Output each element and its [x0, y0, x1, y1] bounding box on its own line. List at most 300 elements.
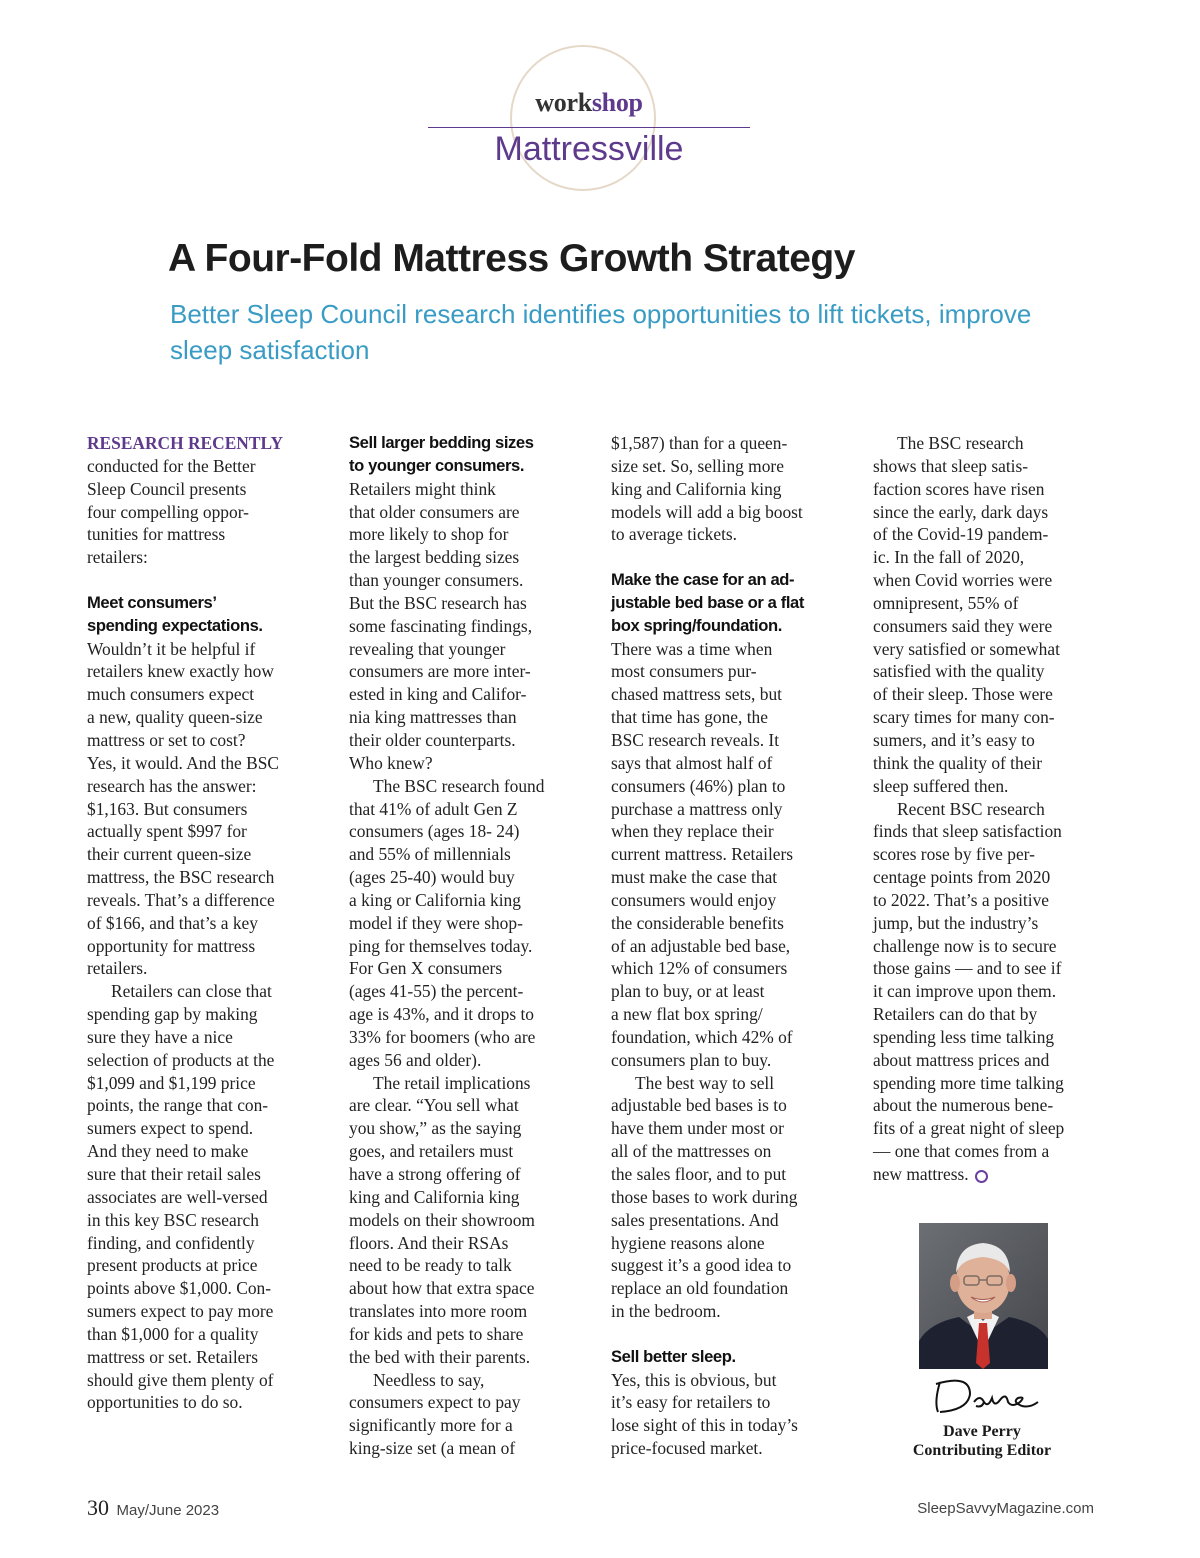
line-text: selection of products at the — [87, 1049, 275, 1070]
body-line — [611, 957, 833, 980]
line-text: research has the answer: — [87, 775, 257, 796]
lead-in-line — [87, 432, 309, 455]
line-text: the considerable benefits — [611, 912, 784, 933]
body-line — [611, 1163, 833, 1186]
line-text: plan to buy, or at least — [611, 981, 765, 1002]
line-text: king-size set (a mean of — [349, 1438, 516, 1459]
body-line — [611, 752, 833, 775]
line-text: Recent BSC research — [897, 798, 1045, 819]
line-text: a king or California king — [349, 889, 521, 910]
line-text: Needless to say, — [373, 1369, 485, 1390]
line-text: scary times for many con- — [873, 707, 1055, 728]
body-line — [87, 1277, 309, 1300]
body-line — [873, 455, 1095, 478]
line-text: Wouldn’t it be helpful if — [87, 638, 256, 659]
body-line — [87, 980, 309, 1003]
line-text: shows that sleep satis- — [873, 455, 1029, 476]
body-line — [87, 523, 309, 546]
body-line — [873, 889, 1095, 912]
body-line — [611, 501, 833, 524]
line-text: fits of a great night of sleep — [873, 1118, 1065, 1139]
line-text: must make the case that — [611, 867, 778, 888]
line-text: it’s easy for retailers to — [611, 1392, 771, 1413]
line-text: price-focused market. — [611, 1438, 763, 1459]
body-line — [873, 775, 1095, 798]
body-line — [87, 1323, 309, 1346]
line-text: in this key BSC research — [87, 1209, 259, 1230]
body-line — [611, 866, 833, 889]
line-text: $1,099 and $1,199 price — [87, 1072, 256, 1093]
body-line — [611, 1232, 833, 1255]
body-line — [611, 683, 833, 706]
page-number: 30 — [87, 1495, 109, 1520]
line-text: Yes, this is obvious, but — [611, 1369, 777, 1390]
body-line — [873, 866, 1095, 889]
body-line — [349, 615, 571, 638]
article-column-1 — [87, 432, 309, 1414]
line-text: Retailers can do that by — [873, 1004, 1038, 1025]
body-line — [87, 1209, 309, 1232]
line-text: that 41% of adult Gen Z — [349, 798, 518, 819]
line-text: Retailers can close that — [111, 981, 272, 1002]
body-line — [349, 1094, 571, 1117]
body-line — [873, 546, 1095, 569]
body-line — [349, 912, 571, 935]
line-text: adjustable bed bases is to — [611, 1095, 787, 1116]
body-line — [349, 1072, 571, 1095]
subhead-line — [349, 432, 571, 455]
body-line — [87, 935, 309, 958]
line-text: consumers plan to buy. — [611, 1049, 772, 1070]
body-line — [611, 432, 833, 455]
line-text: new mattress. — [873, 1164, 969, 1184]
line-text: some fascinating findings, — [349, 615, 533, 636]
line-text: There was a time when — [611, 638, 773, 659]
line-text: (ages 41-55) the percent- — [349, 981, 524, 1002]
line-text: models on their showroom — [349, 1209, 535, 1230]
body-line — [611, 1369, 833, 1392]
body-line — [349, 1026, 571, 1049]
line-text: tunities for mattress — [87, 524, 226, 545]
line-text: it can improve upon them. — [873, 981, 1057, 1002]
body-line — [873, 843, 1095, 866]
line-text: Sell better sleep. — [611, 1346, 736, 1366]
subhead-line — [87, 592, 309, 615]
line-text: of their sleep. Those were — [873, 684, 1053, 705]
body-line — [349, 1369, 571, 1392]
body-line — [611, 912, 833, 935]
body-line — [611, 1094, 833, 1117]
line-text: — one that comes from a — [873, 1141, 1050, 1162]
line-text: when Covid worries were — [873, 570, 1053, 591]
line-text: sumers expect to spend. — [87, 1118, 254, 1139]
body-line — [873, 957, 1095, 980]
body-line — [87, 706, 309, 729]
body-line — [87, 1163, 309, 1186]
body-line — [349, 775, 571, 798]
body-line — [349, 1209, 571, 1232]
body-line — [873, 592, 1095, 615]
line-text: than $1,000 for a quality — [87, 1323, 259, 1344]
paragraph-gap — [611, 546, 833, 569]
author-photo — [919, 1223, 1048, 1369]
body-line — [87, 1232, 309, 1255]
line-text: in the bedroom. — [611, 1301, 721, 1322]
line-text: to younger consumers. — [349, 455, 525, 475]
line-text: age is 43%, and it drops to — [349, 1004, 534, 1025]
body-line — [611, 935, 833, 958]
line-text: revealing that younger — [349, 638, 506, 659]
body-line — [873, 615, 1095, 638]
body-line — [873, 798, 1095, 821]
line-text: that older consumers are — [349, 501, 520, 522]
line-text: justable bed base or a flat — [611, 592, 804, 612]
body-line — [611, 638, 833, 661]
line-text: points, the range that con- — [87, 1095, 269, 1116]
line-text: their current queen-size — [87, 844, 252, 865]
line-text: ping for themselves today. — [349, 935, 533, 956]
line-text: of the Covid-19 pandem- — [873, 524, 1049, 545]
line-text: sumers expect to pay more — [87, 1301, 274, 1322]
body-line — [349, 752, 571, 775]
line-text: Make the case for an ad- — [611, 570, 795, 590]
body-line — [349, 638, 571, 661]
body-line — [87, 546, 309, 569]
subhead-line — [611, 1346, 833, 1369]
line-text: opportunities to do so. — [87, 1392, 243, 1413]
line-text: those gains — and to see if — [873, 958, 1062, 979]
line-text: size set. So, selling more — [611, 455, 784, 476]
line-text: retailers. — [87, 958, 148, 979]
line-text: think the quality of their — [873, 752, 1043, 773]
line-text: The BSC research — [897, 433, 1024, 453]
body-line — [349, 706, 571, 729]
line-text: sure they have a nice — [87, 1026, 233, 1047]
body-line — [349, 866, 571, 889]
body-line — [873, 912, 1095, 935]
body-line — [873, 501, 1095, 524]
line-text: spending more time talking — [873, 1072, 1064, 1093]
body-line — [87, 912, 309, 935]
body-line — [611, 1277, 833, 1300]
body-line — [611, 820, 833, 843]
body-line — [611, 729, 833, 752]
line-text: The BSC research found — [373, 775, 545, 796]
author-name: Dave Perry — [943, 1423, 1021, 1440]
line-text: Sleep Council presents — [87, 478, 247, 499]
body-line — [87, 1026, 309, 1049]
body-line — [873, 569, 1095, 592]
section-name: Mattressville — [494, 130, 684, 168]
subhead-line — [349, 455, 571, 478]
body-line — [87, 1391, 309, 1414]
author-byline — [882, 1422, 1082, 1460]
body-line — [873, 1094, 1095, 1117]
body-line — [349, 1414, 571, 1437]
line-text: reveals. That’s a difference — [87, 889, 275, 910]
body-line — [87, 820, 309, 843]
line-text: sleep suffered then. — [873, 775, 1009, 796]
kicker-part-shop: shop — [591, 88, 643, 117]
body-line — [349, 660, 571, 683]
body-line — [611, 660, 833, 683]
line-text: says that almost half of — [611, 752, 773, 773]
body-line — [611, 889, 833, 912]
line-text: consumers (46%) plan to — [611, 775, 786, 796]
line-text: need to be ready to talk — [349, 1255, 512, 1276]
line-text: about how that extra space — [349, 1278, 535, 1299]
line-text: The retail implications — [373, 1072, 531, 1093]
line-text: present products at price — [87, 1255, 258, 1276]
body-line — [87, 1072, 309, 1095]
line-text: ages 56 and older). — [349, 1049, 482, 1070]
body-line — [349, 1254, 571, 1277]
line-text: most consumers pur- — [611, 661, 757, 682]
line-text: sure that their retail sales — [87, 1164, 261, 1184]
body-line — [611, 1300, 833, 1323]
line-text: current mattress. Retailers — [611, 844, 794, 865]
body-line — [87, 1094, 309, 1117]
line-text: you show,” as the saying — [349, 1118, 522, 1139]
line-text: spending less time talking — [873, 1026, 1055, 1047]
body-line — [349, 1140, 571, 1163]
line-text: sales presentations. And — [611, 1209, 779, 1230]
body-line — [87, 1300, 309, 1323]
line-text: jump, but the industry’s — [873, 912, 1039, 933]
body-line — [349, 478, 571, 501]
masthead-circle-ornament — [510, 45, 656, 191]
body-line — [873, 980, 1095, 1003]
body-line — [349, 1003, 571, 1026]
line-text: than younger consumers. — [349, 570, 524, 591]
body-line — [873, 683, 1095, 706]
line-text: spending gap by making — [87, 1004, 258, 1025]
body-line — [87, 843, 309, 866]
line-text: about the numerous bene- — [873, 1095, 1054, 1116]
line-text: $1,163. But consumers — [87, 798, 248, 819]
section-kicker — [428, 88, 750, 118]
body-line — [349, 889, 571, 912]
line-text: foundation, which 42% of — [611, 1026, 793, 1047]
body-line — [611, 1003, 833, 1026]
body-line — [873, 729, 1095, 752]
line-text: chased mattress sets, but — [611, 684, 782, 705]
line-text: scores rose by five per- — [873, 844, 1035, 865]
line-text: nia king mattresses than — [349, 707, 517, 728]
body-line — [87, 683, 309, 706]
line-text: omnipresent, 55% of — [873, 592, 1019, 613]
body-line — [611, 843, 833, 866]
body-line — [873, 432, 1095, 455]
body-line — [611, 1209, 833, 1232]
body-line — [349, 980, 571, 1003]
body-line — [349, 569, 571, 592]
line-text: translates into more room — [349, 1301, 528, 1322]
line-text: spending expectations. — [87, 615, 263, 635]
body-line — [873, 1049, 1095, 1072]
masthead-rule — [428, 127, 750, 128]
body-line — [611, 478, 833, 501]
line-text: finding, and confidently — [87, 1232, 255, 1253]
line-text: that time has gone, the — [611, 707, 768, 728]
body-line — [87, 729, 309, 752]
body-line — [611, 1140, 833, 1163]
body-line — [349, 843, 571, 866]
line-text: But the BSC research has — [349, 592, 527, 613]
body-line — [873, 1026, 1095, 1049]
body-line — [87, 1369, 309, 1392]
body-line — [87, 957, 309, 980]
signature-illustration — [930, 1372, 1045, 1420]
line-text: mattress or set. Retailers — [87, 1346, 258, 1367]
line-text: 33% for boomers (who are — [349, 1026, 536, 1047]
line-text: floors. And their RSAs — [349, 1232, 509, 1253]
line-text: sumers, and it’s easy to — [873, 729, 1035, 750]
line-text: BSC research reveals. It — [611, 729, 780, 750]
line-text: a new, quality queen-size — [87, 707, 263, 728]
body-line — [611, 1072, 833, 1095]
line-text: to average tickets. — [611, 524, 738, 545]
line-text: when they replace their — [611, 821, 774, 842]
line-text: should give them plenty of — [87, 1369, 274, 1390]
body-line — [87, 752, 309, 775]
line-text: For Gen X consumers — [349, 958, 503, 979]
article-column-3 — [611, 432, 833, 1460]
body-line — [873, 935, 1095, 958]
body-line — [349, 1117, 571, 1140]
body-line — [611, 1414, 833, 1437]
body-line — [611, 455, 833, 478]
line-text: mattress, the BSC research — [87, 867, 275, 888]
line-text: models will add a big boost — [611, 501, 803, 522]
author-title: Contributing Editor — [912, 1442, 1052, 1459]
body-line — [611, 1117, 833, 1140]
body-line — [349, 1300, 571, 1323]
body-line — [349, 683, 571, 706]
line-text: and 55% of millennials — [349, 844, 511, 865]
line-text: points above $1,000. Con- — [87, 1278, 272, 1299]
line-text: which 12% of consumers — [611, 958, 788, 979]
line-text: about mattress prices and — [873, 1049, 1050, 1070]
line-text: of an adjustable bed base, — [611, 935, 791, 956]
body-line — [873, 1003, 1095, 1026]
article-deck-text: Better Sleep Council research identifies opportunities to lift tickets, improve sleep satisfaction — [170, 299, 1032, 365]
line-text: the sales floor, and to put — [611, 1164, 787, 1184]
line-text: for kids and pets to share — [349, 1323, 524, 1344]
body-line — [349, 935, 571, 958]
body-line — [349, 501, 571, 524]
site-url: SleepSavvyMagazine.com — [917, 1500, 1094, 1517]
line-text: And they need to make — [87, 1141, 249, 1162]
body-line — [87, 638, 309, 661]
body-line — [349, 1049, 571, 1072]
line-text: consumers would enjoy — [611, 889, 777, 910]
line-text: consumers are more inter- — [349, 661, 531, 682]
line-text: more likely to shop for — [349, 524, 509, 545]
line-text: all of the mattresses on — [611, 1141, 772, 1162]
body-line — [87, 866, 309, 889]
article-deck — [170, 296, 1050, 368]
body-line — [349, 546, 571, 569]
line-text: finds that sleep satisfaction — [873, 821, 1062, 842]
body-line — [349, 1323, 571, 1346]
kicker-part-work: work — [535, 88, 592, 117]
body-line — [873, 660, 1095, 683]
body-line — [611, 1186, 833, 1209]
line-text: suggest it’s a good idea to — [611, 1255, 792, 1276]
body-line — [873, 706, 1095, 729]
section-masthead — [0, 0, 1200, 220]
body-line — [87, 455, 309, 478]
subhead-line — [611, 615, 833, 638]
line-text: ic. In the fall of 2020, — [873, 547, 1025, 568]
body-line — [611, 1026, 833, 1049]
line-text: king and California king — [349, 1186, 520, 1207]
body-line — [611, 1049, 833, 1072]
subhead-line — [87, 615, 309, 638]
body-line — [873, 478, 1095, 501]
line-text: the bed with their parents. — [349, 1346, 531, 1367]
body-line — [611, 706, 833, 729]
page-folio — [87, 1495, 219, 1521]
body-line — [611, 523, 833, 546]
body-line — [349, 1277, 571, 1300]
body-line — [349, 1186, 571, 1209]
line-text: model if they were shop- — [349, 912, 523, 933]
line-text: a new flat box spring/ — [611, 1004, 763, 1025]
line-text: consumers (ages 18- 24) — [349, 821, 520, 842]
line-text: to 2022. That’s a positive — [873, 889, 1049, 910]
line-text: have a strong offering of — [349, 1164, 521, 1184]
line-text: mattress or set to cost? — [87, 729, 246, 750]
article-column-2 — [349, 432, 571, 1460]
body-line — [349, 1163, 571, 1186]
line-text: hygiene reasons alone — [611, 1232, 765, 1253]
body-line — [349, 820, 571, 843]
subhead-line — [611, 569, 833, 592]
body-line — [349, 957, 571, 980]
paragraph-gap — [87, 569, 309, 592]
line-text: are clear. “You sell what — [349, 1095, 519, 1116]
line-text: four compelling oppor- — [87, 501, 249, 522]
line-text: challenge now is to secure — [873, 935, 1057, 956]
body-line — [611, 980, 833, 1003]
line-text: since the early, dark days — [873, 501, 1049, 522]
line-text: very satisfied or somewhat — [873, 638, 1060, 659]
line-text: replace an old foundation — [611, 1278, 789, 1299]
body-line — [349, 1437, 571, 1460]
line-text: their older counterparts. — [349, 729, 516, 750]
body-line — [873, 1072, 1095, 1095]
body-line — [87, 478, 309, 501]
body-line — [349, 1346, 571, 1369]
body-line — [873, 1117, 1095, 1140]
line-text: (ages 25-40) would buy — [349, 867, 515, 888]
body-line — [87, 1140, 309, 1163]
line-text: Retailers might think — [349, 478, 496, 499]
line-text: have them under most or — [611, 1118, 784, 1139]
body-line — [87, 1346, 309, 1369]
body-line — [873, 820, 1095, 843]
body-line — [87, 1186, 309, 1209]
line-text: Meet consumers’ — [87, 592, 217, 612]
line-text: $1,587) than for a queen- — [611, 433, 788, 453]
line-text: lose sight of this in today’s — [611, 1415, 798, 1436]
body-line — [87, 501, 309, 524]
line-text: actually spent $997 for — [87, 821, 247, 842]
body-line — [87, 1254, 309, 1277]
body-line — [873, 1140, 1095, 1163]
